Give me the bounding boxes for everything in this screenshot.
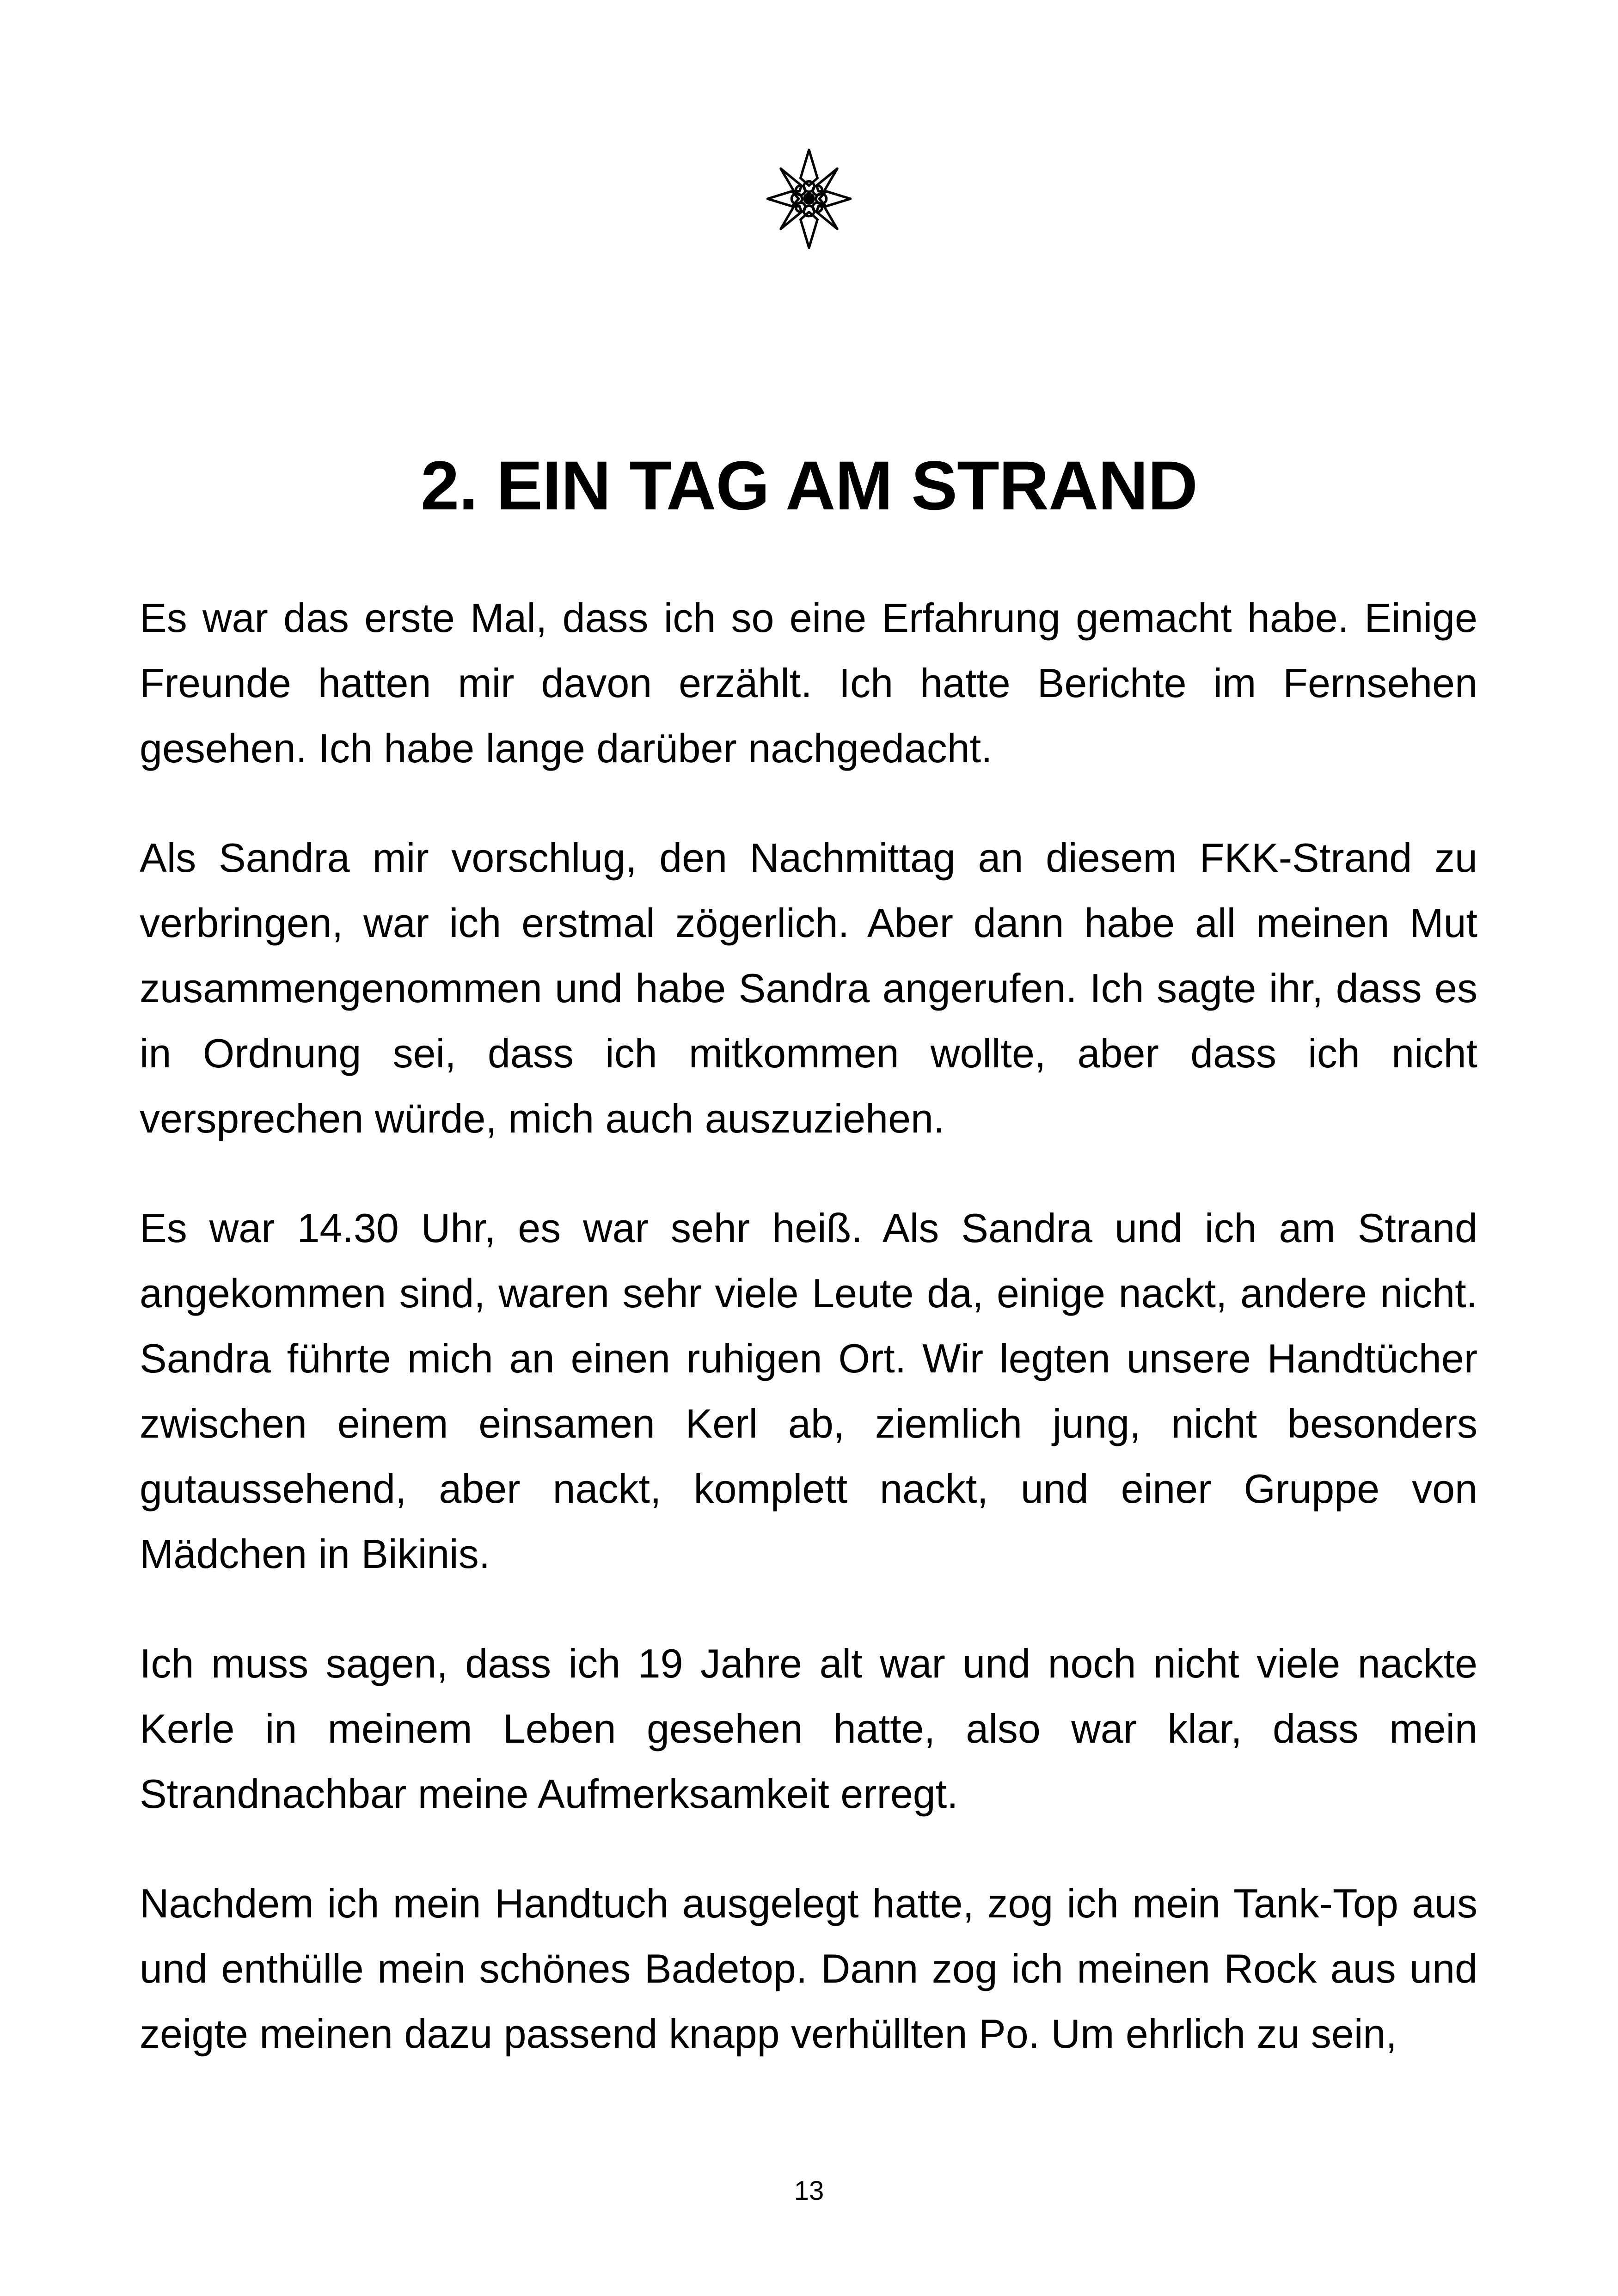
flower-ornament-icon [762,147,856,251]
paragraph: Ich muss sagen, dass ich 19 Jahre alt war und noch nicht viele nackte Kerle in meinem Leben gesehen hatte, also war klar, dass mein Strandnachbar meine Aufmerksamkeit erregt. [140,1641,1477,1817]
chapter-title: 2. EIN TAG AM STRAND [420,447,1198,524]
paragraph: Es war 14.30 Uhr, es war sehr heiß. Als Sandra und ich am Strand angekommen sind, waren sehr viele Leute da, einige nackt, andere nicht. Sandra führte mich an einen ruhigen Ort. Wir legten unsere Handtücher zwischen einem einsamen Kerl ab, ziemlich jung, nicht besonders gutaussehend, aber nackt, komplett nackt, und einer Gruppe von Mädchen in Bikinis. [140,1205,1477,1577]
paragraph: Nachdem ich mein Handtuch ausgelegt hatte, zog ich mein Tank-Top aus und enthülle mein schönes Badetop. Dann zog ich meinen Rock aus und zeigte meinen dazu passend knapp verhüllten Po. Um ehrlich zu sein, [140,1880,1477,2057]
paragraph: Als Sandra mir vorschlug, den Nachmittag an diesem FKK-Strand zu verbringen, war ich erstmal zögerlich. Aber dann habe all meinen Mut zusammengenommen und habe Sandra angerufen. Ich sagte ihr, dass es in Ordnung sei, dass ich mitkommen wollte, aber dass ich nicht versprechen würde, mich auch auszuziehen. [140,835,1477,1141]
chapter-body [140,585,1477,2111]
paragraph: Es war das erste Mal, dass ich so eine Erfahrung gemacht habe. Einige Freunde hatten mir davon erzählt. Ich hatte Berichte im Fernsehen gesehen. Ich habe lange darüber nachgedacht. [140,595,1477,771]
page-number: 13 [794,2176,824,2206]
